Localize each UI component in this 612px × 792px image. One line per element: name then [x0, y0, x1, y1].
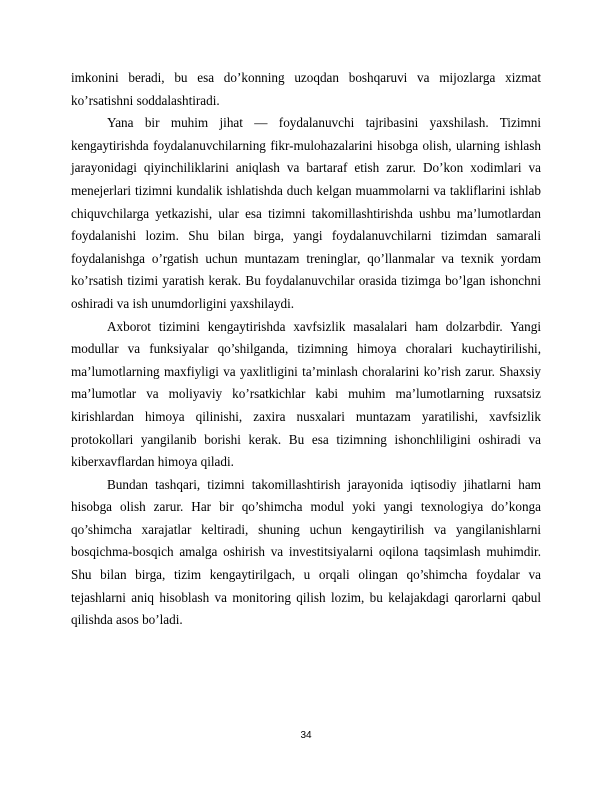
body-text: [71, 67, 541, 632]
page-number: 34: [300, 730, 312, 741]
paragraph-continued: imkonini beradi, bu esa do’konning uzoqdan boshqaruvi va mijozlarga xizmat ko’rsatishni soddalashtiradi.: [71, 70, 541, 108]
paragraph-security: Axborot tizimini kengaytirishda xavfsizlik masalalari ham dolzarbdir. Yangi modullar va funksiyalar qo’shilganda, tizimning himoya choralari kuchaytirilishi, ma’lumotlarning maxfiyligi va yaxlitligini ta’minlash choralarini ko’rish zarur. Shaxsiy ma’lumotlar va moliyaviy ko’rsatkichlar kabi muhim ma’lumotlarning ruxsatsiz kirishlardan himoya qilinishi, zaxira nusxalari muntazam yaratilishi, xavfsizlik protokollari yangilanib borishi kerak. Bu esa tizimning ishonchliligini oshiradi va kiberxavflardan himoya qiladi.: [71, 318, 541, 470]
paragraph-economics: Bundan tashqari, tizimni takomillashtirish jarayonida iqtisodiy jihatlarni ham hisobga olish zarur. Har bir qo’shimcha modul yoki yangi texnologiya do’konga qo’shimcha xarajatlar keltiradi, shuning uchun kengaytirilish va yangilanishlarni bosqichma-bosqich amalga oshirish va investitsiyalarni oqilona taqsimlash muhimdir. Shu bilan birga, tizim kengaytirilgach, u orqali olingan qo’shimcha foydalar va tejashlarni aniq hisoblash va monitoring qilish lozim, bu kelajakdagi qarorlarni qabul qilishda asos bo’ladi.: [71, 476, 541, 628]
paragraph-user-experience: Yana bir muhim jihat — foydalanuvchi tajribasini yaxshilash. Tizimni kengaytirishda foydalanuvchilarning fikr-mulohazalarini hisobga olish, ularning ishlash jarayonidagi qiyinchiliklarini aniqlash va bartaraf etish zarur. Do’kon xodimlari va menejerlari tizimni kundalik ishlatishda duch kelgan muammolarni va takliflarini ishlab chiquvchilarga yetkazishi, ular esa tizimni takomillashtirishda ushbu ma’lumotlardan foydalanishi lozim. Shu bilan birga, yangi foydalanuvchilarni tizimdan samarali foydalanishga o’rgatish uchun muntazam treninglar, qo’llanmalar va texnik yordam ko’rsatish tizimi yaratish kerak. Bu foydalanuvchilar orasida tizimga bo’lgan ishonchni oshiradi va ish unumdorligini yaxshilaydi.: [71, 115, 541, 311]
